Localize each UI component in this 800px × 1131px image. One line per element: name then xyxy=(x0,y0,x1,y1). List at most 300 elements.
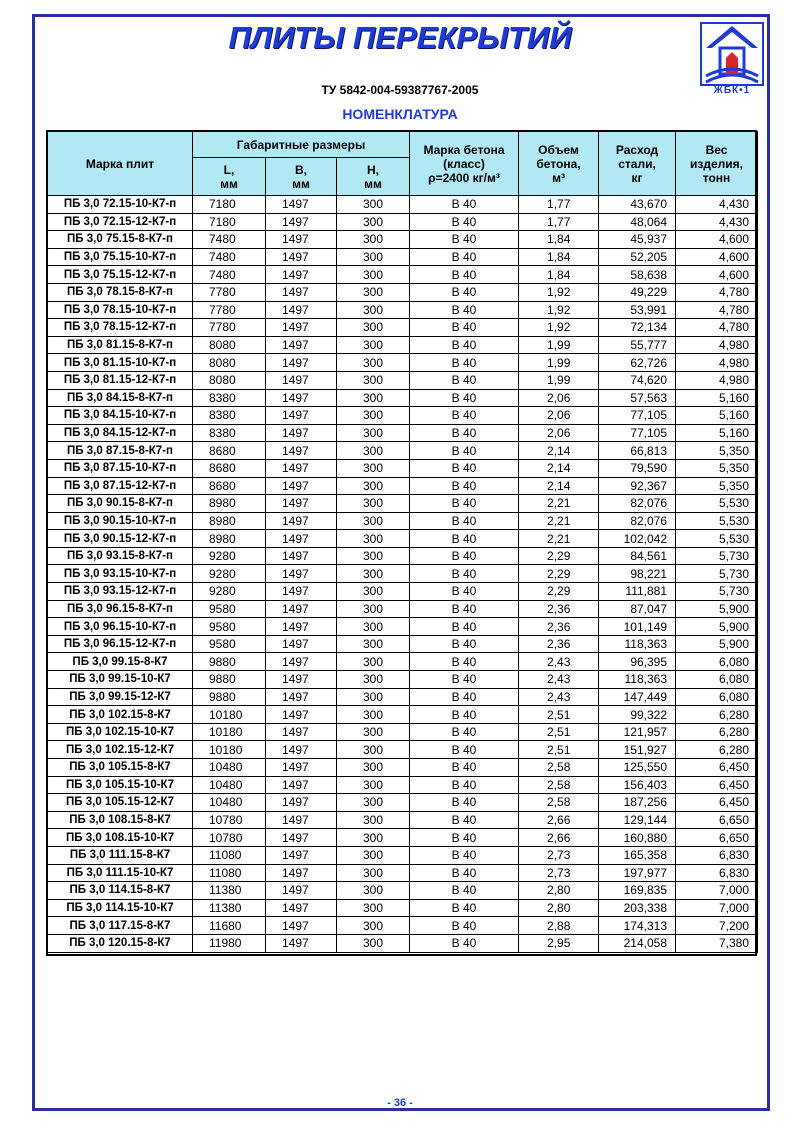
table-row xyxy=(48,547,758,565)
cell-width: 1497 xyxy=(266,459,337,477)
cell-width: 1497 xyxy=(266,283,337,301)
cell-steel: 82,076 xyxy=(599,512,676,530)
cell-weight: 4,980 xyxy=(676,354,758,372)
cell-width: 1497 xyxy=(266,547,337,565)
cell-volume: 1,99 xyxy=(519,336,599,354)
cell-weight: 6,450 xyxy=(676,759,758,777)
cell-height: 300 xyxy=(337,283,410,301)
cell-height: 300 xyxy=(337,231,410,249)
cell-length: 9580 xyxy=(193,600,266,618)
cell-mark: ПБ 3,0 99.15-12-К7 xyxy=(48,688,193,706)
cell-concrete: В 40 xyxy=(410,864,519,882)
header-steel xyxy=(599,132,676,196)
cell-length: 10480 xyxy=(193,776,266,794)
table-row xyxy=(48,442,758,460)
cell-concrete: В 40 xyxy=(410,424,519,442)
cell-volume: 2,06 xyxy=(519,424,599,442)
header-length-unit: мм xyxy=(220,176,238,191)
cell-weight: 5,160 xyxy=(676,407,758,425)
cell-mark: ПБ 3,0 99.15-10-К7 xyxy=(48,671,193,689)
cell-mark: ПБ 3,0 102.15-12-К7 xyxy=(48,741,193,759)
cell-length: 10480 xyxy=(193,759,266,777)
cell-mark: ПБ 3,0 105.15-10-К7 xyxy=(48,776,193,794)
cell-length: 9580 xyxy=(193,635,266,653)
cell-weight: 4,600 xyxy=(676,231,758,249)
cell-steel: 111,881 xyxy=(599,583,676,601)
cell-width: 1497 xyxy=(266,899,337,917)
cell-width: 1497 xyxy=(266,671,337,689)
cell-length: 11980 xyxy=(193,934,266,952)
cell-volume: 2,66 xyxy=(519,829,599,847)
cell-height: 300 xyxy=(337,371,410,389)
table-row xyxy=(48,283,758,301)
cell-width: 1497 xyxy=(266,759,337,777)
cell-steel: 102,042 xyxy=(599,530,676,548)
table-header xyxy=(48,132,758,196)
cell-mark: ПБ 3,0 84.15-10-К7-п xyxy=(48,407,193,425)
cell-weight: 5,530 xyxy=(676,512,758,530)
cell-steel: 66,813 xyxy=(599,442,676,460)
cell-volume: 2,36 xyxy=(519,635,599,653)
cell-mark: ПБ 3,0 78.15-8-К7-п xyxy=(48,283,193,301)
cell-length: 8380 xyxy=(193,389,266,407)
cell-steel: 55,777 xyxy=(599,336,676,354)
cell-height: 300 xyxy=(337,899,410,917)
cell-concrete: В 40 xyxy=(410,389,519,407)
header-length-label: L, xyxy=(223,162,235,177)
cell-length: 8980 xyxy=(193,530,266,548)
cell-volume: 2,29 xyxy=(519,583,599,601)
table-row xyxy=(48,829,758,847)
cell-volume: 2,14 xyxy=(519,459,599,477)
cell-mark: ПБ 3,0 93.15-10-К7-п xyxy=(48,565,193,583)
page-number: - 36 - xyxy=(387,1097,413,1109)
cell-height: 300 xyxy=(337,389,410,407)
cell-concrete: В 40 xyxy=(410,688,519,706)
cell-volume: 2,80 xyxy=(519,882,599,900)
cell-mark: ПБ 3,0 114.15-8-К7 xyxy=(48,882,193,900)
cell-weight: 4,600 xyxy=(676,266,758,284)
header-concrete xyxy=(410,132,519,196)
cell-height: 300 xyxy=(337,671,410,689)
cell-volume: 2,21 xyxy=(519,495,599,513)
cell-length: 8080 xyxy=(193,336,266,354)
header-height-unit: мм xyxy=(364,176,382,191)
table-row xyxy=(48,635,758,653)
cell-mark: ПБ 3,0 75.15-10-К7-п xyxy=(48,248,193,266)
cell-height: 300 xyxy=(337,547,410,565)
cell-width: 1497 xyxy=(266,688,337,706)
cell-height: 300 xyxy=(337,776,410,794)
cell-steel: 118,363 xyxy=(599,635,676,653)
cell-mark: ПБ 3,0 87.15-12-К7-п xyxy=(48,477,193,495)
cell-height: 300 xyxy=(337,934,410,952)
cell-steel: 125,550 xyxy=(599,759,676,777)
table-row xyxy=(48,723,758,741)
cell-height: 300 xyxy=(337,565,410,583)
cell-width: 1497 xyxy=(266,600,337,618)
cell-length: 11380 xyxy=(193,882,266,900)
header-weight-line1: Вес xyxy=(705,142,728,157)
cell-volume: 2,58 xyxy=(519,776,599,794)
cell-width: 1497 xyxy=(266,741,337,759)
cell-height: 300 xyxy=(337,741,410,759)
table-row xyxy=(48,671,758,689)
cell-weight: 5,350 xyxy=(676,442,758,460)
cell-concrete: В 40 xyxy=(410,512,519,530)
cell-volume: 1,84 xyxy=(519,248,599,266)
cell-steel: 49,229 xyxy=(599,283,676,301)
cell-volume: 2,51 xyxy=(519,723,599,741)
cell-height: 300 xyxy=(337,336,410,354)
cell-height: 300 xyxy=(337,196,410,214)
cell-mark: ПБ 3,0 102.15-8-К7 xyxy=(48,706,193,724)
cell-mark: ПБ 3,0 84.15-8-К7-п xyxy=(48,389,193,407)
header-width-label: B, xyxy=(295,162,307,177)
cell-width: 1497 xyxy=(266,917,337,935)
tech-spec-number: ТУ 5842-004-59387767-2005 xyxy=(321,83,479,97)
cell-length: 10180 xyxy=(193,723,266,741)
cell-weight: 6,450 xyxy=(676,776,758,794)
cell-volume: 2,73 xyxy=(519,864,599,882)
cell-concrete: В 40 xyxy=(410,530,519,548)
table-row xyxy=(48,196,758,214)
cell-steel: 214,058 xyxy=(599,934,676,952)
cell-length: 11680 xyxy=(193,917,266,935)
table-row xyxy=(48,389,758,407)
cell-volume: 2,36 xyxy=(519,618,599,636)
cell-steel: 52,205 xyxy=(599,248,676,266)
cell-weight: 5,160 xyxy=(676,424,758,442)
table-row xyxy=(48,319,758,337)
cell-weight: 6,280 xyxy=(676,706,758,724)
header-volume-line3: м³ xyxy=(552,170,565,185)
cell-width: 1497 xyxy=(266,723,337,741)
cell-length: 10780 xyxy=(193,811,266,829)
cell-steel: 45,937 xyxy=(599,231,676,249)
header-concrete-line2: (класс) xyxy=(443,156,485,171)
cell-steel: 169,835 xyxy=(599,882,676,900)
cell-height: 300 xyxy=(337,688,410,706)
cell-volume: 2,21 xyxy=(519,530,599,548)
cell-weight: 7,000 xyxy=(676,899,758,917)
cell-steel: 121,957 xyxy=(599,723,676,741)
cell-concrete: В 40 xyxy=(410,917,519,935)
cell-weight: 5,730 xyxy=(676,547,758,565)
cell-volume: 1,92 xyxy=(519,319,599,337)
cell-steel: 72,134 xyxy=(599,319,676,337)
cell-concrete: В 40 xyxy=(410,301,519,319)
cell-height: 300 xyxy=(337,266,410,284)
cell-steel: 118,363 xyxy=(599,671,676,689)
cell-height: 300 xyxy=(337,512,410,530)
cell-concrete: В 40 xyxy=(410,565,519,583)
cell-width: 1497 xyxy=(266,934,337,952)
cell-concrete: В 40 xyxy=(410,899,519,917)
cell-concrete: В 40 xyxy=(410,934,519,952)
cell-volume: 2,43 xyxy=(519,653,599,671)
cell-length: 9580 xyxy=(193,618,266,636)
cell-length: 7780 xyxy=(193,283,266,301)
cell-weight: 6,280 xyxy=(676,723,758,741)
cell-concrete: В 40 xyxy=(410,319,519,337)
cell-width: 1497 xyxy=(266,635,337,653)
table-row xyxy=(48,653,758,671)
cell-weight: 6,280 xyxy=(676,741,758,759)
table-row xyxy=(48,477,758,495)
header-weight-line2: изделия, xyxy=(690,156,743,171)
cell-steel: 77,105 xyxy=(599,407,676,425)
cell-weight: 5,530 xyxy=(676,495,758,513)
cell-weight: 4,780 xyxy=(676,319,758,337)
cell-volume: 2,43 xyxy=(519,688,599,706)
cell-steel: 92,367 xyxy=(599,477,676,495)
cell-mark: ПБ 3,0 99.15-8-К7 xyxy=(48,653,193,671)
cell-length: 9880 xyxy=(193,671,266,689)
cell-mark: ПБ 3,0 114.15-10-К7 xyxy=(48,899,193,917)
cell-length: 8680 xyxy=(193,442,266,460)
cell-height: 300 xyxy=(337,424,410,442)
cell-weight: 5,530 xyxy=(676,530,758,548)
cell-weight: 4,430 xyxy=(676,213,758,231)
cell-length: 8680 xyxy=(193,459,266,477)
cell-mark: ПБ 3,0 105.15-8-К7 xyxy=(48,759,193,777)
cell-concrete: В 40 xyxy=(410,495,519,513)
cell-width: 1497 xyxy=(266,846,337,864)
cell-concrete: В 40 xyxy=(410,196,519,214)
cell-volume: 2,66 xyxy=(519,811,599,829)
cell-height: 300 xyxy=(337,354,410,372)
table-row xyxy=(48,213,758,231)
table-row xyxy=(48,882,758,900)
cell-volume: 1,84 xyxy=(519,231,599,249)
logo-text: ЖБК•1 xyxy=(713,85,751,96)
cell-height: 300 xyxy=(337,477,410,495)
cell-mark: ПБ 3,0 87.15-10-К7-п xyxy=(48,459,193,477)
cell-steel: 96,395 xyxy=(599,653,676,671)
cell-height: 300 xyxy=(337,319,410,337)
cell-weight: 7,000 xyxy=(676,882,758,900)
cell-weight: 5,350 xyxy=(676,459,758,477)
cell-height: 300 xyxy=(337,213,410,231)
cell-steel: 87,047 xyxy=(599,600,676,618)
cell-mark: ПБ 3,0 96.15-8-К7-п xyxy=(48,600,193,618)
table-row xyxy=(48,583,758,601)
table-row xyxy=(48,706,758,724)
cell-mark: ПБ 3,0 90.15-8-К7-п xyxy=(48,495,193,513)
cell-mark: ПБ 3,0 78.15-12-К7-п xyxy=(48,319,193,337)
cell-concrete: В 40 xyxy=(410,371,519,389)
header-width-unit: мм xyxy=(292,176,310,191)
cell-height: 300 xyxy=(337,407,410,425)
cell-width: 1497 xyxy=(266,776,337,794)
cell-height: 300 xyxy=(337,653,410,671)
cell-mark: ПБ 3,0 84.15-12-К7-п xyxy=(48,424,193,442)
cell-weight: 5,160 xyxy=(676,389,758,407)
cell-length: 8080 xyxy=(193,354,266,372)
cell-weight: 5,350 xyxy=(676,477,758,495)
cell-length: 7180 xyxy=(193,213,266,231)
cell-steel: 174,313 xyxy=(599,917,676,935)
table-row xyxy=(48,618,758,636)
cell-length: 8380 xyxy=(193,407,266,425)
header-height xyxy=(337,158,410,196)
cell-concrete: В 40 xyxy=(410,882,519,900)
header-concrete-line1: Марка бетона xyxy=(423,142,505,157)
page-title: ПЛИТЫ ПЕРЕКРЫТИЙ xyxy=(228,20,572,55)
cell-mark: ПБ 3,0 90.15-10-К7-п xyxy=(48,512,193,530)
cell-concrete: В 40 xyxy=(410,706,519,724)
cell-mark: ПБ 3,0 81.15-10-К7-п xyxy=(48,354,193,372)
cell-steel: 156,403 xyxy=(599,776,676,794)
header-height-label: H, xyxy=(367,162,379,177)
cell-length: 7780 xyxy=(193,301,266,319)
cell-steel: 99,322 xyxy=(599,706,676,724)
cell-volume: 1,92 xyxy=(519,301,599,319)
cell-steel: 58,638 xyxy=(599,266,676,284)
cell-concrete: В 40 xyxy=(410,635,519,653)
cell-height: 300 xyxy=(337,495,410,513)
cell-weight: 6,080 xyxy=(676,671,758,689)
cell-width: 1497 xyxy=(266,565,337,583)
cell-concrete: В 40 xyxy=(410,759,519,777)
cell-weight: 5,900 xyxy=(676,618,758,636)
cell-mark: ПБ 3,0 96.15-10-К7-п xyxy=(48,618,193,636)
cell-height: 300 xyxy=(337,442,410,460)
table-row xyxy=(48,741,758,759)
cell-concrete: В 40 xyxy=(410,583,519,601)
cell-steel: 74,620 xyxy=(599,371,676,389)
cell-width: 1497 xyxy=(266,213,337,231)
cell-length: 10180 xyxy=(193,741,266,759)
cell-steel: 79,590 xyxy=(599,459,676,477)
cell-height: 300 xyxy=(337,600,410,618)
cell-steel: 62,726 xyxy=(599,354,676,372)
cell-height: 300 xyxy=(337,706,410,724)
cell-concrete: В 40 xyxy=(410,354,519,372)
cell-steel: 53,991 xyxy=(599,301,676,319)
cell-width: 1497 xyxy=(266,196,337,214)
cell-width: 1497 xyxy=(266,794,337,812)
cell-height: 300 xyxy=(337,882,410,900)
header-volume xyxy=(519,132,599,196)
header-volume-line1: Объем xyxy=(538,142,579,157)
cell-length: 7480 xyxy=(193,248,266,266)
cell-weight: 6,830 xyxy=(676,846,758,864)
cell-steel: 160,880 xyxy=(599,829,676,847)
cell-weight: 6,650 xyxy=(676,829,758,847)
cell-volume: 2,29 xyxy=(519,547,599,565)
cell-width: 1497 xyxy=(266,407,337,425)
cell-volume: 1,77 xyxy=(519,196,599,214)
table-row xyxy=(48,565,758,583)
cell-steel: 197,977 xyxy=(599,864,676,882)
cell-width: 1497 xyxy=(266,266,337,284)
table-row xyxy=(48,354,758,372)
cell-height: 300 xyxy=(337,301,410,319)
cell-weight: 6,080 xyxy=(676,688,758,706)
cell-width: 1497 xyxy=(266,301,337,319)
cell-width: 1497 xyxy=(266,389,337,407)
cell-length: 11080 xyxy=(193,864,266,882)
cell-steel: 101,149 xyxy=(599,618,676,636)
cell-length: 8680 xyxy=(193,477,266,495)
table-row xyxy=(48,248,758,266)
cell-volume: 1,92 xyxy=(519,283,599,301)
cell-length: 7180 xyxy=(193,196,266,214)
cell-volume: 2,51 xyxy=(519,706,599,724)
table-row xyxy=(48,794,758,812)
cell-weight: 6,830 xyxy=(676,864,758,882)
cell-width: 1497 xyxy=(266,424,337,442)
cell-concrete: В 40 xyxy=(410,723,519,741)
cell-mark: ПБ 3,0 120.15-8-К7 xyxy=(48,934,193,952)
cell-steel: 77,105 xyxy=(599,424,676,442)
header-steel-line2: стали, xyxy=(618,156,656,171)
cell-weight: 5,900 xyxy=(676,600,758,618)
cell-volume: 2,43 xyxy=(519,671,599,689)
cell-concrete: В 40 xyxy=(410,741,519,759)
cell-volume: 2,80 xyxy=(519,899,599,917)
cell-concrete: В 40 xyxy=(410,776,519,794)
cell-height: 300 xyxy=(337,723,410,741)
cell-width: 1497 xyxy=(266,477,337,495)
table-row xyxy=(48,266,758,284)
cell-height: 300 xyxy=(337,917,410,935)
cell-concrete: В 40 xyxy=(410,671,519,689)
header-weight xyxy=(676,132,758,196)
table-row xyxy=(48,231,758,249)
table-row xyxy=(48,934,758,952)
cell-steel: 203,338 xyxy=(599,899,676,917)
table-row xyxy=(48,899,758,917)
table-row xyxy=(48,424,758,442)
cell-length: 8380 xyxy=(193,424,266,442)
cell-length: 9280 xyxy=(193,583,266,601)
cell-concrete: В 40 xyxy=(410,266,519,284)
cell-concrete: В 40 xyxy=(410,336,519,354)
table-row xyxy=(48,371,758,389)
table-row xyxy=(48,846,758,864)
cell-width: 1497 xyxy=(266,512,337,530)
cell-width: 1497 xyxy=(266,653,337,671)
cell-length: 10780 xyxy=(193,829,266,847)
cell-steel: 82,076 xyxy=(599,495,676,513)
cell-weight: 4,780 xyxy=(676,301,758,319)
cell-width: 1497 xyxy=(266,618,337,636)
cell-height: 300 xyxy=(337,759,410,777)
cell-concrete: В 40 xyxy=(410,618,519,636)
cell-concrete: В 40 xyxy=(410,846,519,864)
cell-weight: 4,980 xyxy=(676,336,758,354)
cell-steel: 187,256 xyxy=(599,794,676,812)
cell-weight: 6,450 xyxy=(676,794,758,812)
cell-volume: 2,14 xyxy=(519,477,599,495)
cell-length: 10480 xyxy=(193,794,266,812)
cell-mark: ПБ 3,0 75.15-12-К7-п xyxy=(48,266,193,284)
cell-width: 1497 xyxy=(266,231,337,249)
cell-mark: ПБ 3,0 102.15-10-К7 xyxy=(48,723,193,741)
cell-length: 7780 xyxy=(193,319,266,337)
cell-mark: ПБ 3,0 111.15-8-К7 xyxy=(48,846,193,864)
table-body xyxy=(48,196,758,953)
cell-length: 7480 xyxy=(193,266,266,284)
header-length xyxy=(193,158,266,196)
cell-steel: 48,064 xyxy=(599,213,676,231)
table-row xyxy=(48,917,758,935)
cell-concrete: В 40 xyxy=(410,231,519,249)
cell-weight: 7,380 xyxy=(676,934,758,952)
